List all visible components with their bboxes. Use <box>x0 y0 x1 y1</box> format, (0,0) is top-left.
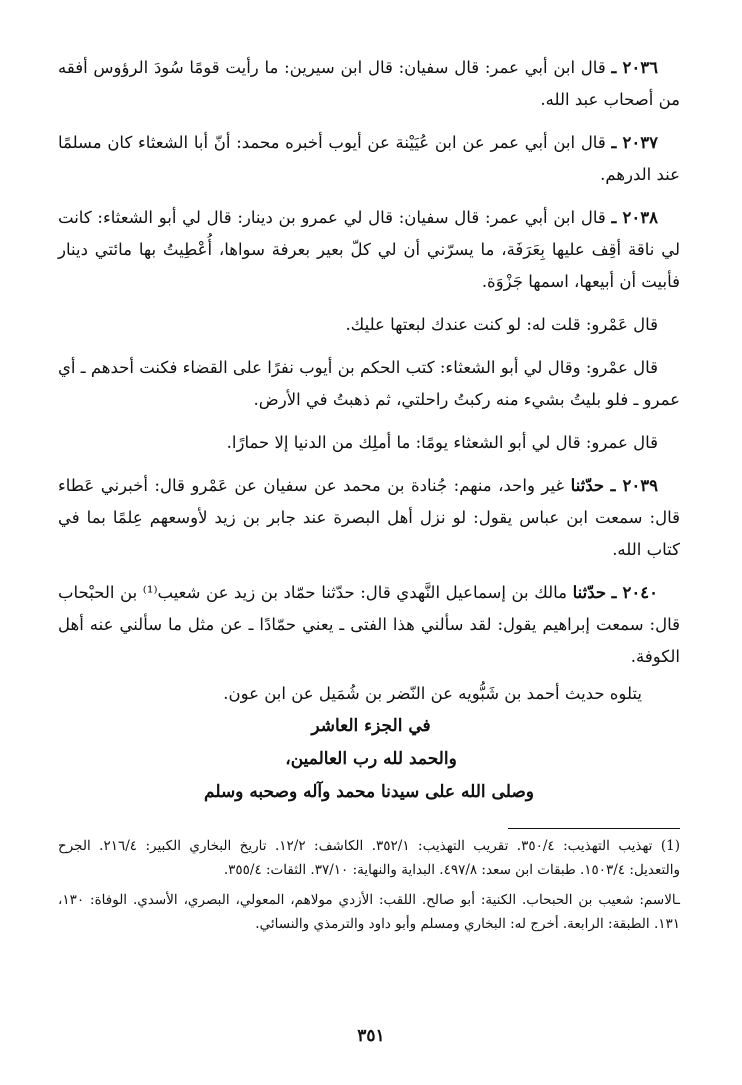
narration-line <box>58 427 680 459</box>
narration-text: قال عمرو: قال لي أبو الشعثاء يومًا: ما أملِك من الدنيا إلا حمارًا. <box>226 433 658 452</box>
closing-line-3: وصلى الله على سيدنا محمد وآله وصحبه وسلم <box>204 782 534 802</box>
hadith-2037 <box>58 127 680 191</box>
footnotes <box>58 834 680 942</box>
footnote-1: (1) تهذيب التهذيب: ٣٥٠/٤. تقريب التهذيب: ٣٥٢/١. الكاشف: ١٢/٢. تاريخ البخاري الكبير: ٢١٦/٤. الجرح والتعديل: ١٥٠٣/٤. طبقات ابن سعد: ٤٩٧/٨. البداية والنهاية: ٣٧/١٠. الثقات: ٣٥٥/٤. <box>58 838 681 878</box>
closing-line-2: والحمد لله رب العالمين، <box>285 749 457 769</box>
haddathana-keyword: حدّثنا <box>570 476 605 495</box>
footnote-1-bio: ـالاسم: شعيب بن الحبحاب. الكنية: أبو صالح. اللقب: الأزدي مولاهم، المعولي، البصري، الأسدي. الوفاة: ١٣٠، ١٣١. الطبقة: الرابعة. أخرج له: البخاري ومسلم وأبو داود والترمذي والنسائي. <box>58 892 680 932</box>
closing-line-1: في الجزء العاشر <box>311 716 431 736</box>
narration-line <box>58 309 680 341</box>
hadith-2039 <box>58 470 680 566</box>
closing-block <box>0 710 742 809</box>
hadith-2036 <box>58 52 680 116</box>
hadith-number: ٢٠٣٨ ـ <box>611 208 658 227</box>
footnote-divider <box>508 828 680 829</box>
hadith-2040 <box>58 577 680 673</box>
page-number: ٣٥١ <box>357 1026 385 1046</box>
narration-text: قال عمْرو: وقال لي أبو الشعثاء: كتب الحكم بن أيوب نفرًا على القضاء فكنت أحدهم ـ أي عمرو ـ فلو بليتُ بشيء منه ركبتُ راحلتي، ثم ذهبتُ في الأرض. <box>58 358 680 409</box>
hadith-text: قال ابن أبي عمر: قال سفيان: قال لي عمرو بن دينار: قال لي أبو الشعثاء: كانت لي ناقة أقِف عليها بِعَرَفَة، ما يسرّني أن لي كلّ بعير بعرفة سواها، أُعْطِيتُ بها مائتي دينار فأبيت أن أبيعها، اسمها جَزْوَة. <box>58 208 680 291</box>
main-text <box>58 52 680 684</box>
hadith-text: قال ابن أبي عمر عن ابن عُيَيْنة عن أيوب أخبره محمد: أنّ أبا الشعثاء كان مسلمًا عند الدرهم. <box>58 133 680 184</box>
continuation-note: يتلوه حديث أحمد بن شَبُّويه عن النّضر بن شُمَيل عن ابن عون. <box>223 684 642 703</box>
narration-text: قال عَمْرو: قلت له: لو كنت عندك لبعتها عليك. <box>345 315 658 334</box>
hadith-number: ٢٠٣٩ ـ <box>610 476 658 495</box>
hadith-text: غير واحد، منهم: جُنادة بن محمد عن سفيان عن عَمْرو قال: أخبرني عَطاء قال: سمعت ابن عباس يقول: لو نزل أهل البصرة عند جابر بن زيد لأوسعهم عِلمًا بما في كتاب الله. <box>58 476 680 559</box>
hadith-number: ٢٠٤٠ ـ <box>611 583 658 602</box>
hadith-number: ٢٠٣٦ ـ <box>611 58 658 77</box>
haddathana-keyword: حدّثنا <box>572 583 607 602</box>
hadith-text: مالك بن إسماعيل النَّهدي قال: حدّثنا حمّاد بن زيد عن شعيب⁽¹⁾ بن الحبْحاب قال: سمعت إبراهيم يقول: لقد سألني هذا الفتى ـ يعني حمّادًا ـ عن مثل ما سألني عنه أهل الكوفة. <box>58 583 680 666</box>
hadith-2038 <box>58 202 680 298</box>
hadith-number: ٢٠٣٧ ـ <box>611 133 658 152</box>
narration-line <box>58 352 680 416</box>
hadith-text: قال ابن أبي عمر: قال سفيان: قال ابن سيرين: ما رأيت قومًا سُودَ الرؤوس أفقه من أصحاب عبد الله. <box>58 58 680 109</box>
